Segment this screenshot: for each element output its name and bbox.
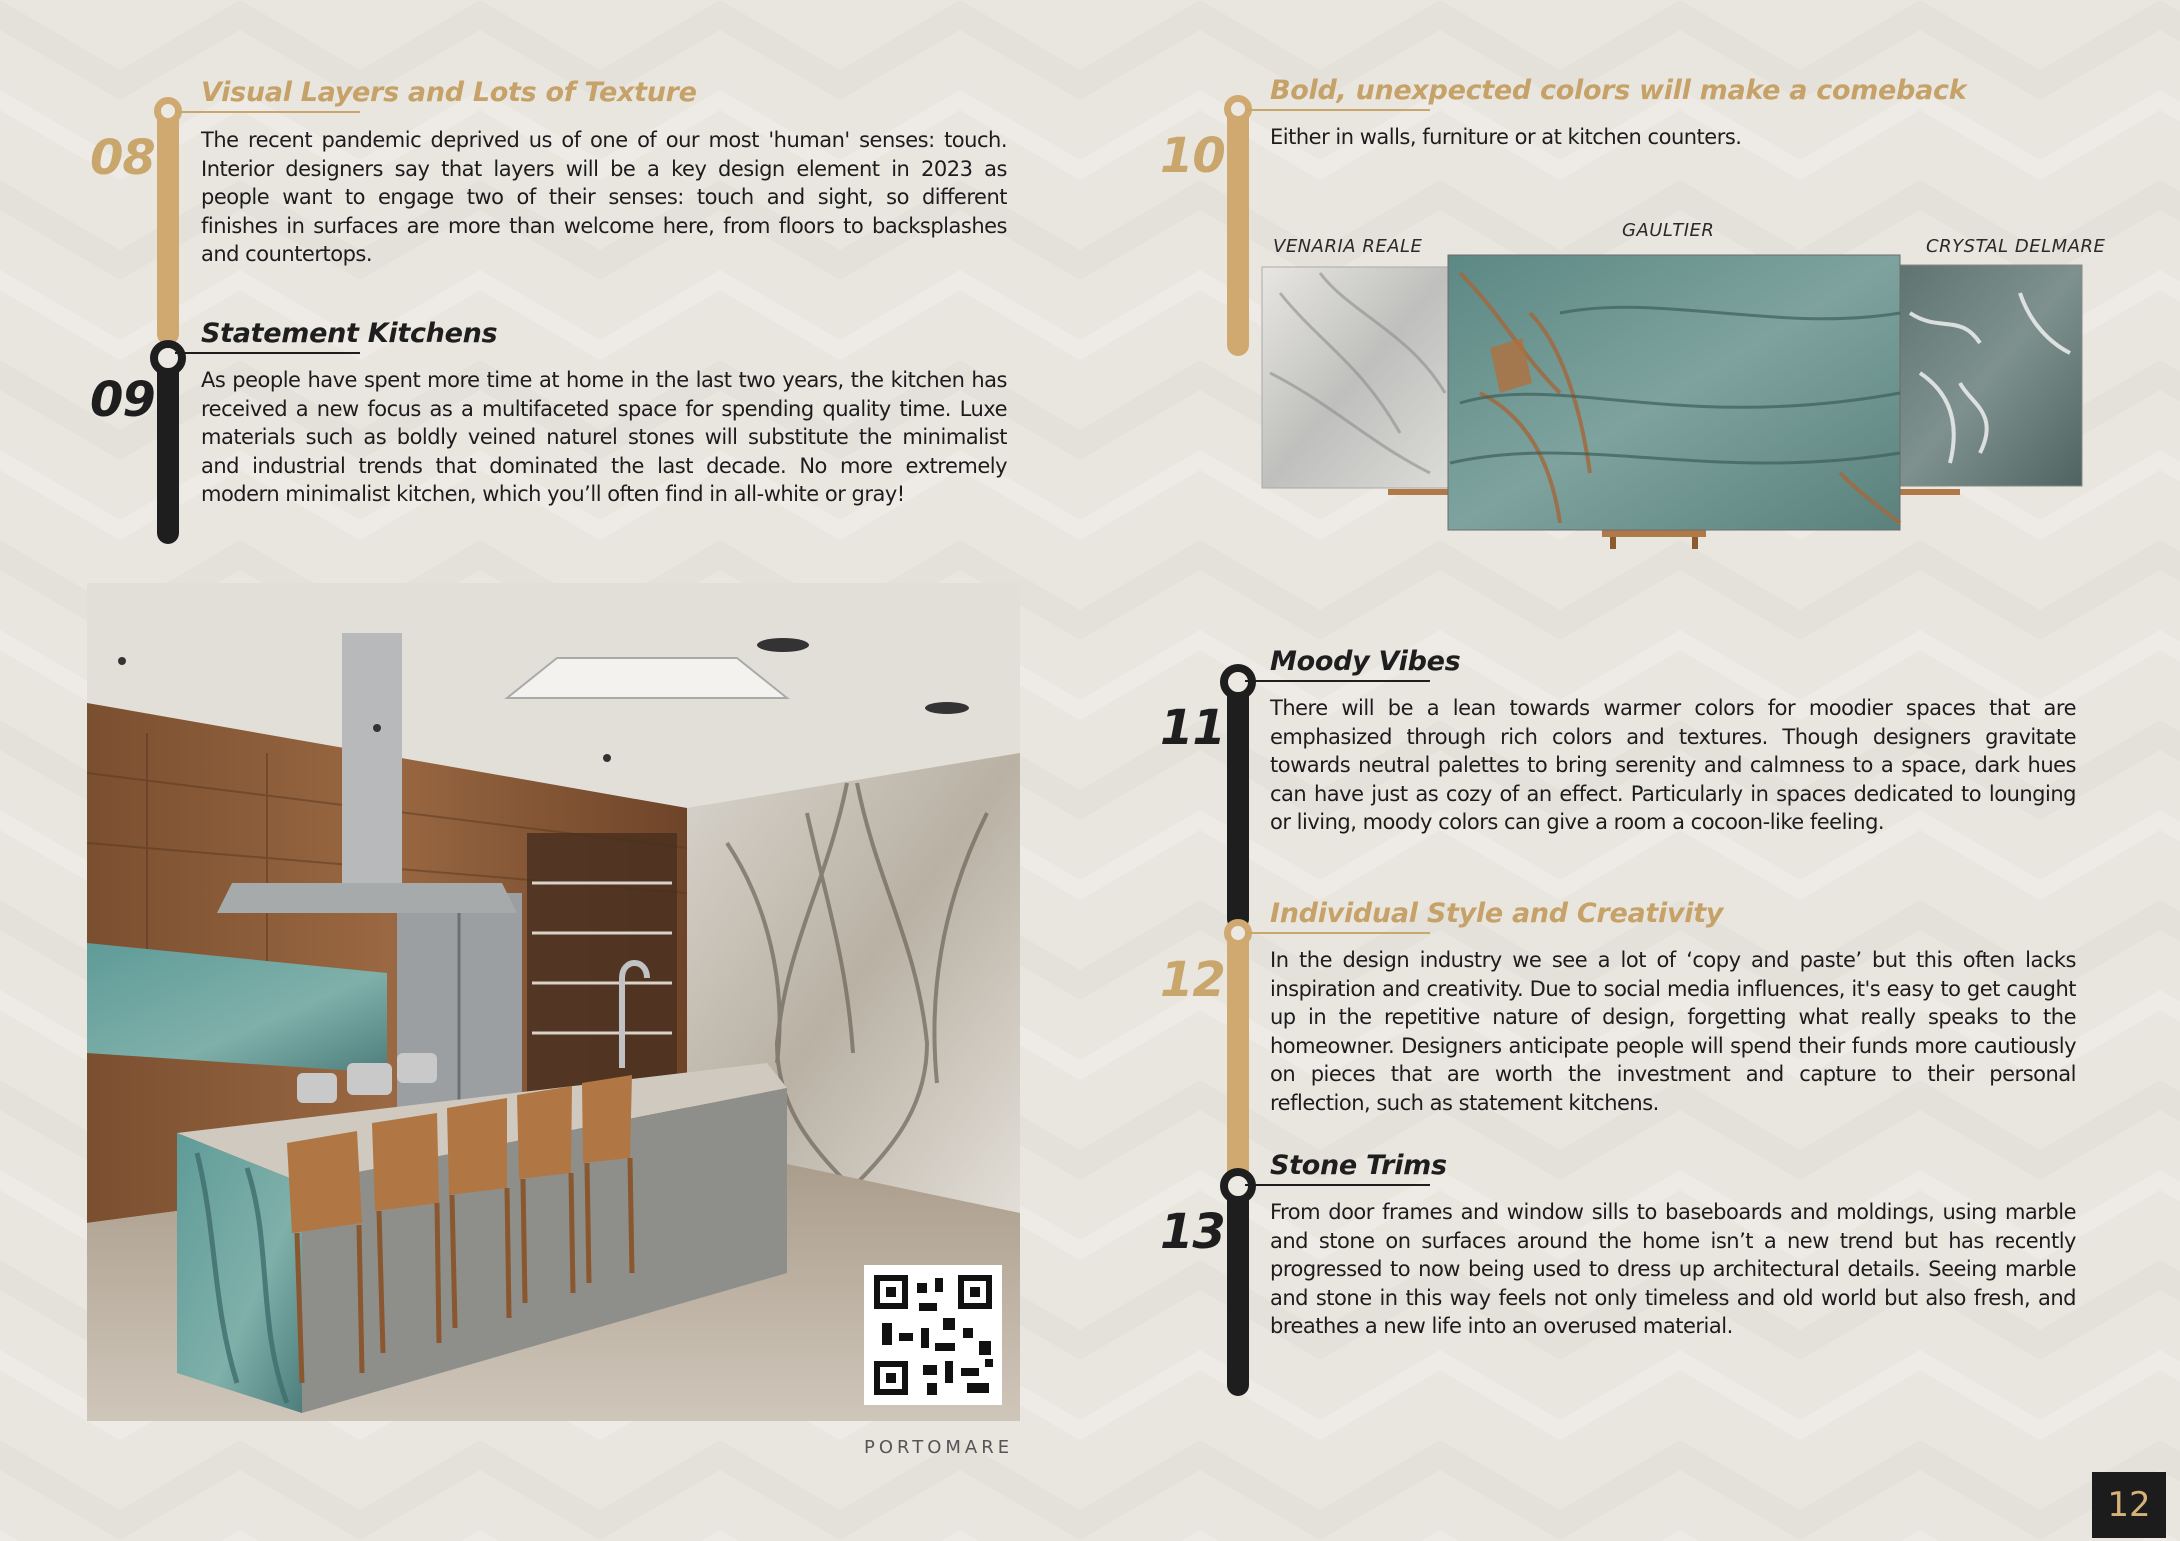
trend-title: Moody Vibes: [1270, 646, 1461, 677]
trend-title: Individual Style and Creativity: [1270, 898, 1724, 929]
trend-text: As people have spent more time at home in the last two years, the kitchen has received a new focus as a multifaceted space for spending quality time. Luxe materials such as boldly veined naturel stones will substitute the minimalist and industrial trends that dominated the last decade. No more extremely modern minimalist kitchen, which you’ll often find in all-white or gray!: [201, 368, 1007, 506]
trend-title: Bold, unexpected colors will make a comeback: [1270, 75, 1967, 106]
trend-number: 09: [90, 372, 155, 428]
trend-title: Statement Kitchens: [201, 318, 498, 349]
title-underline: [175, 352, 360, 354]
title-underline: [1245, 680, 1430, 682]
timeline-line: [1227, 920, 1249, 1182]
kitchen-photo: [87, 583, 1020, 1421]
title-underline: [175, 111, 360, 113]
stone-label-center: GAULTIER: [1622, 220, 1715, 241]
title-underline: [1245, 1184, 1430, 1186]
title-underline: [1245, 109, 1430, 111]
stone-label-right: CRYSTAL DELMARE: [1926, 236, 2106, 257]
stone-label-left: VENARIA REALE: [1273, 236, 1423, 257]
photo-caption: PORTOMARE: [864, 1437, 1014, 1458]
trend-number: 08: [90, 130, 155, 186]
trend-text: The recent pandemic deprived us of one of our most 'human' senses: touch. Interior designers say that layers will be a key design element in 2023 as people want to engage two of their senses: touch and sight, so different finishes in surfaces are more than welcome here, from floors to backsplashes and countertops.: [201, 128, 1007, 266]
trend-number: 11: [1160, 700, 1225, 756]
timeline-node: [150, 340, 186, 376]
trend-text: From door frames and window sills to baseboards and moldings, using marble and stone on surfaces around the home isn’t a new trend but has recently progressed to now being used to dress up architectural details. Seeing marble and stone in this way feels not only timeless and old world but also fresh, and breathes a new life into an overused material.: [1270, 1200, 2076, 1338]
title-underline: [1245, 932, 1430, 934]
timeline-line: [157, 100, 179, 345]
timeline-node: [1220, 1168, 1256, 1204]
timeline-node: [1220, 664, 1256, 700]
trend-number: 12: [1160, 952, 1225, 1008]
trend-text: In the design industry we see a lot of ‘copy and paste’ but this often lacks inspiration and creativity. Due to social media influences, it's easy to get caught up in the repetitive nature of design, forgetting what really speaks to the homeowner. Designers anticipate people will spend their funds more cautiously on pieces that are worth the investment and capture to their personal reflection, such as statement kitchens.: [1270, 948, 2076, 1115]
trend-text: There will be a lean towards warmer colors for moodier spaces that are emphasized through rich colors and textures. Though designers gravitate towards neutral palettes to bring serenity and calmness to a space, dark hues can have just as cozy of an effect. Particularly in spaces dedicated to lounging or living, moody colors can give a room a cocoon-like feeling.: [1270, 696, 2076, 834]
trend-number: 10: [1160, 128, 1225, 184]
page-number: 12: [2092, 1472, 2166, 1538]
trend-title: Visual Layers and Lots of Texture: [201, 77, 697, 108]
stone-slabs: [1260, 253, 2084, 553]
trend-number: 13: [1160, 1204, 1225, 1260]
trend-text: Either in walls, furniture or at kitchen counters.: [1270, 125, 1742, 149]
timeline-line: [1227, 98, 1249, 356]
trend-title: Stone Trims: [1270, 1150, 1447, 1181]
timeline-line: [1227, 1174, 1249, 1396]
timeline-line: [1227, 670, 1249, 930]
